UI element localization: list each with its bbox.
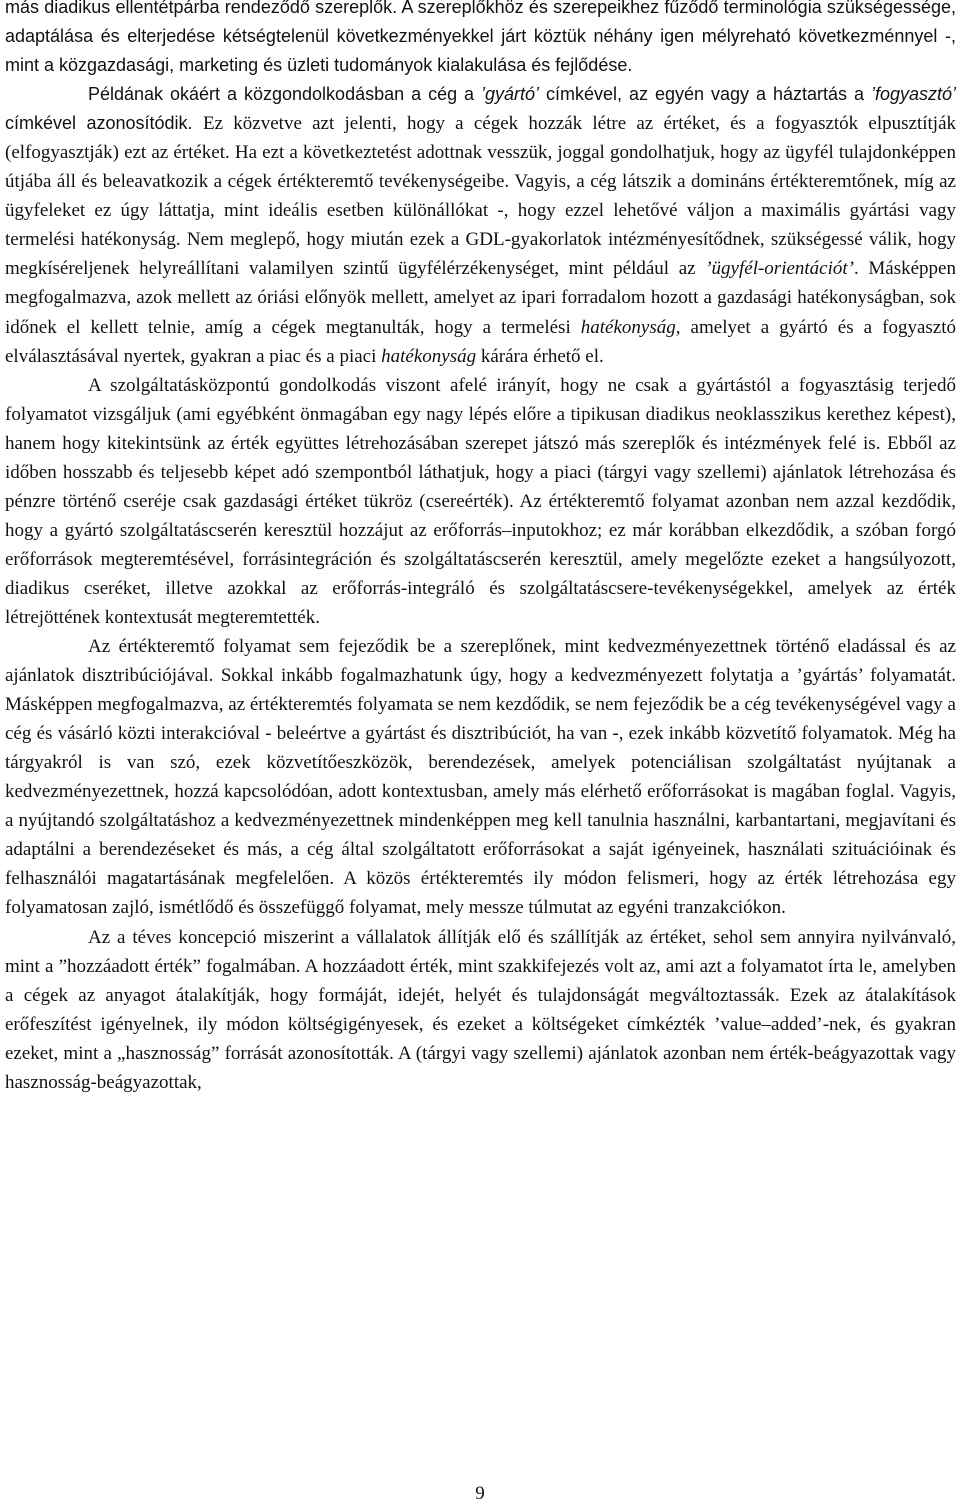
text-run: Az értékteremtő folyamat sem fejeződik be a szereplőnek, mint kedvezményezettnek történő eladással és az ajánlatok disztribúciójával. Sokkal inkább fogalmazhatunk úgy, hogy a kedvezményezett folytatja a ’gyártás’ folyamatát. Másképpen megfogalmazva, az értékteremtés folyamata se nem kezdődik, se nem fejeződik be a cég tevékenységével vagy a cég és vásárló közti interakcióval - beleértve a gyártást és disztribúciót, ha van -, ezek inkább közvetítő folyamatok. Még ha tárgyakról is van szó, ezek közvetítőeszközök, berendezések, amelyek potenciálisan szolgáltatást nyújtanak a kedvezményezettnek, hozzá kapcsolódóan, adott kontextusban, amely más elérhető erőforrásokat is magában foglal. Vagyis, a nyújtandó szolgáltatáshoz a kedvezményezettnek mindenképpen meg kell tanulnia használni, karbantartani, megjavítani és adaptálni a berendezéseket és más, a cég által szolgáltatott erőforrásokat a saját igényeinek, használati szituációinak és felhasználói magatartásának megfelelően. A közös értékteremtés ily módon felismeri, hogy az érték létrehozása egy folyamatosan zajló, ismétlődő és összefüggő folyamat, mely messze túlmutat az egyéni tranzakciókon. (5, 636, 956, 919)
document-body (5, 0, 956, 1097)
paragraph-4 (5, 632, 956, 922)
text-run: más diadikus ellentétpárba rendeződő szereplők. A szereplőkhöz és szerepeikhez fűződő terminológia szükségessége, adaptálása és elterjedése kétségtelenül következményekkel járt köztük néhány igen mélyreható következménnyel -, mint a közgazdasági, marketing és üzleti tudományok kialakulása és fejlődése. (5, 0, 956, 76)
text-run: ’ügyfél-orientációt’ (705, 258, 854, 280)
text-run: ’fogyasztó’ (870, 84, 956, 105)
text-run: A szolgáltatásközpontú gondolkodás viszont afelé irányít, hogy ne csak a gyártástól a fogyasztásig terjedő folyamatot vizsgáljuk (ami egyébként önmagában egy nagy lépés előre a tipikusan diadikus neoklasszikus kerethez képest), hanem hogy kitekintsünk az érték együttes létrehozásában szerepet játszó más szereplők és intézmények felé is. Ebből az időben hosszabb és teljesebb képet adó szempontból láthatjuk, hogy a piaci (tárgyi vagy szellemi) ajánlatok létrehozása és pénzre történő cseréje csak gazdasági értéket tükröz (csereérték). Az értékteremtő folyamat azonban nem azzal kezdődik, hogy a gyártó szolgáltatáscserén keresztül hozzájut az erőforrás–inputokhoz; ez már korábban elkezdődik, a szóban forgó erőforrások megteremtésével, forrásintegráción és szolgáltatáscserén keresztül, amely megelőzte ezeket a hangsúlyozott, diadikus cseréket, illetve azokkal az erőforrás-integráló és szolgáltatáscsere-tevékenységekkel, amelyek az érték létrejöttének kontextusát megteremtették. (5, 374, 956, 628)
paragraph-2 (5, 80, 956, 370)
text-run: Ez közvetve azt jelenti, hogy a cégek hozzák létre az értéket, és a fogyasztók elpusztítják (elfogyasztják) ezt az értéket. Ha ezt a következtetést adottnak vesszük, joggal gondolhatjuk, hogy az ügyfél tulajdonképpen útjába áll és beleavatkozik a cégek értékteremtő tevékenységeibe. Vagyis, a cég látszik a domináns értékteremtőnek, míg az ügyfeleket ez úgy láttatja, mint ideális esetben különállókat -, hogy ezzel lehetővé váljon a maximális gyártási vagy termelési hatékonyság. Nem meglepő, hogy miután ezek a GDL-gyakorlatok intézményesítődnek, szükségessé válik, hogy megkíséreljenek helyreállítani valamilyen szintű ügyfélérzékenységet, mint például az (5, 113, 956, 280)
text-run: ’gyártó’ (481, 84, 540, 105)
text-run: címkével, az egyén vagy a háztartás a (539, 84, 871, 105)
paragraph-5 (5, 923, 956, 1097)
text-run: címkével azonosítódik. (5, 113, 204, 134)
text-run: Példának okáért a közgondolkodásban a cég a (88, 84, 482, 105)
text-run: hatékonyság (580, 316, 676, 338)
text-run: , amelyet a gyártó és a fogyasztó elválasztásával nyertek, gyakran a piac és a piaci (5, 316, 956, 367)
text-run: kárára érhető el. (476, 345, 604, 367)
text-run: . Másképpen megfogalmazva, azok mellett az óriási előnyök mellett, amelyet az ipari forradalom hozott a gazdasági hatékonyságban, sok időnek el kellett telnie, amíg a cégek megtanulták, hogy a termelési (5, 258, 956, 338)
paragraph-3 (5, 371, 956, 632)
page-number: 9 (475, 1483, 485, 1504)
paragraph-1 (5, 0, 956, 80)
text-run: Az a téves koncepció miszerint a vállalatok állítják elő és szállítják az értéket, sehol sem annyira nyilvánvaló, mint a ”hozzáadott érték” fogalmában. A hozzáadott érték, mint szakkifejezés volt az, ami azt a folyamatot írta le, amelyben a cégek az anyagot átalakítják, hogy formáját, idejét, helyét és tulajdonságát megváltoztassák. Ezek az átalakítások erőfeszítést igényelnek, ily módon költségigényesek, és ezeket a költségeket címkézték ’value–added’-nek, és gyakran ezeket, mint a „hasznosság” forrását azonosították. A (tárgyi vagy szellemi) ajánlatok azonban nem érték-beágyazottak vagy hasznosság-beágyazottak, (5, 926, 956, 1093)
text-run: hatékonyság (381, 345, 477, 367)
